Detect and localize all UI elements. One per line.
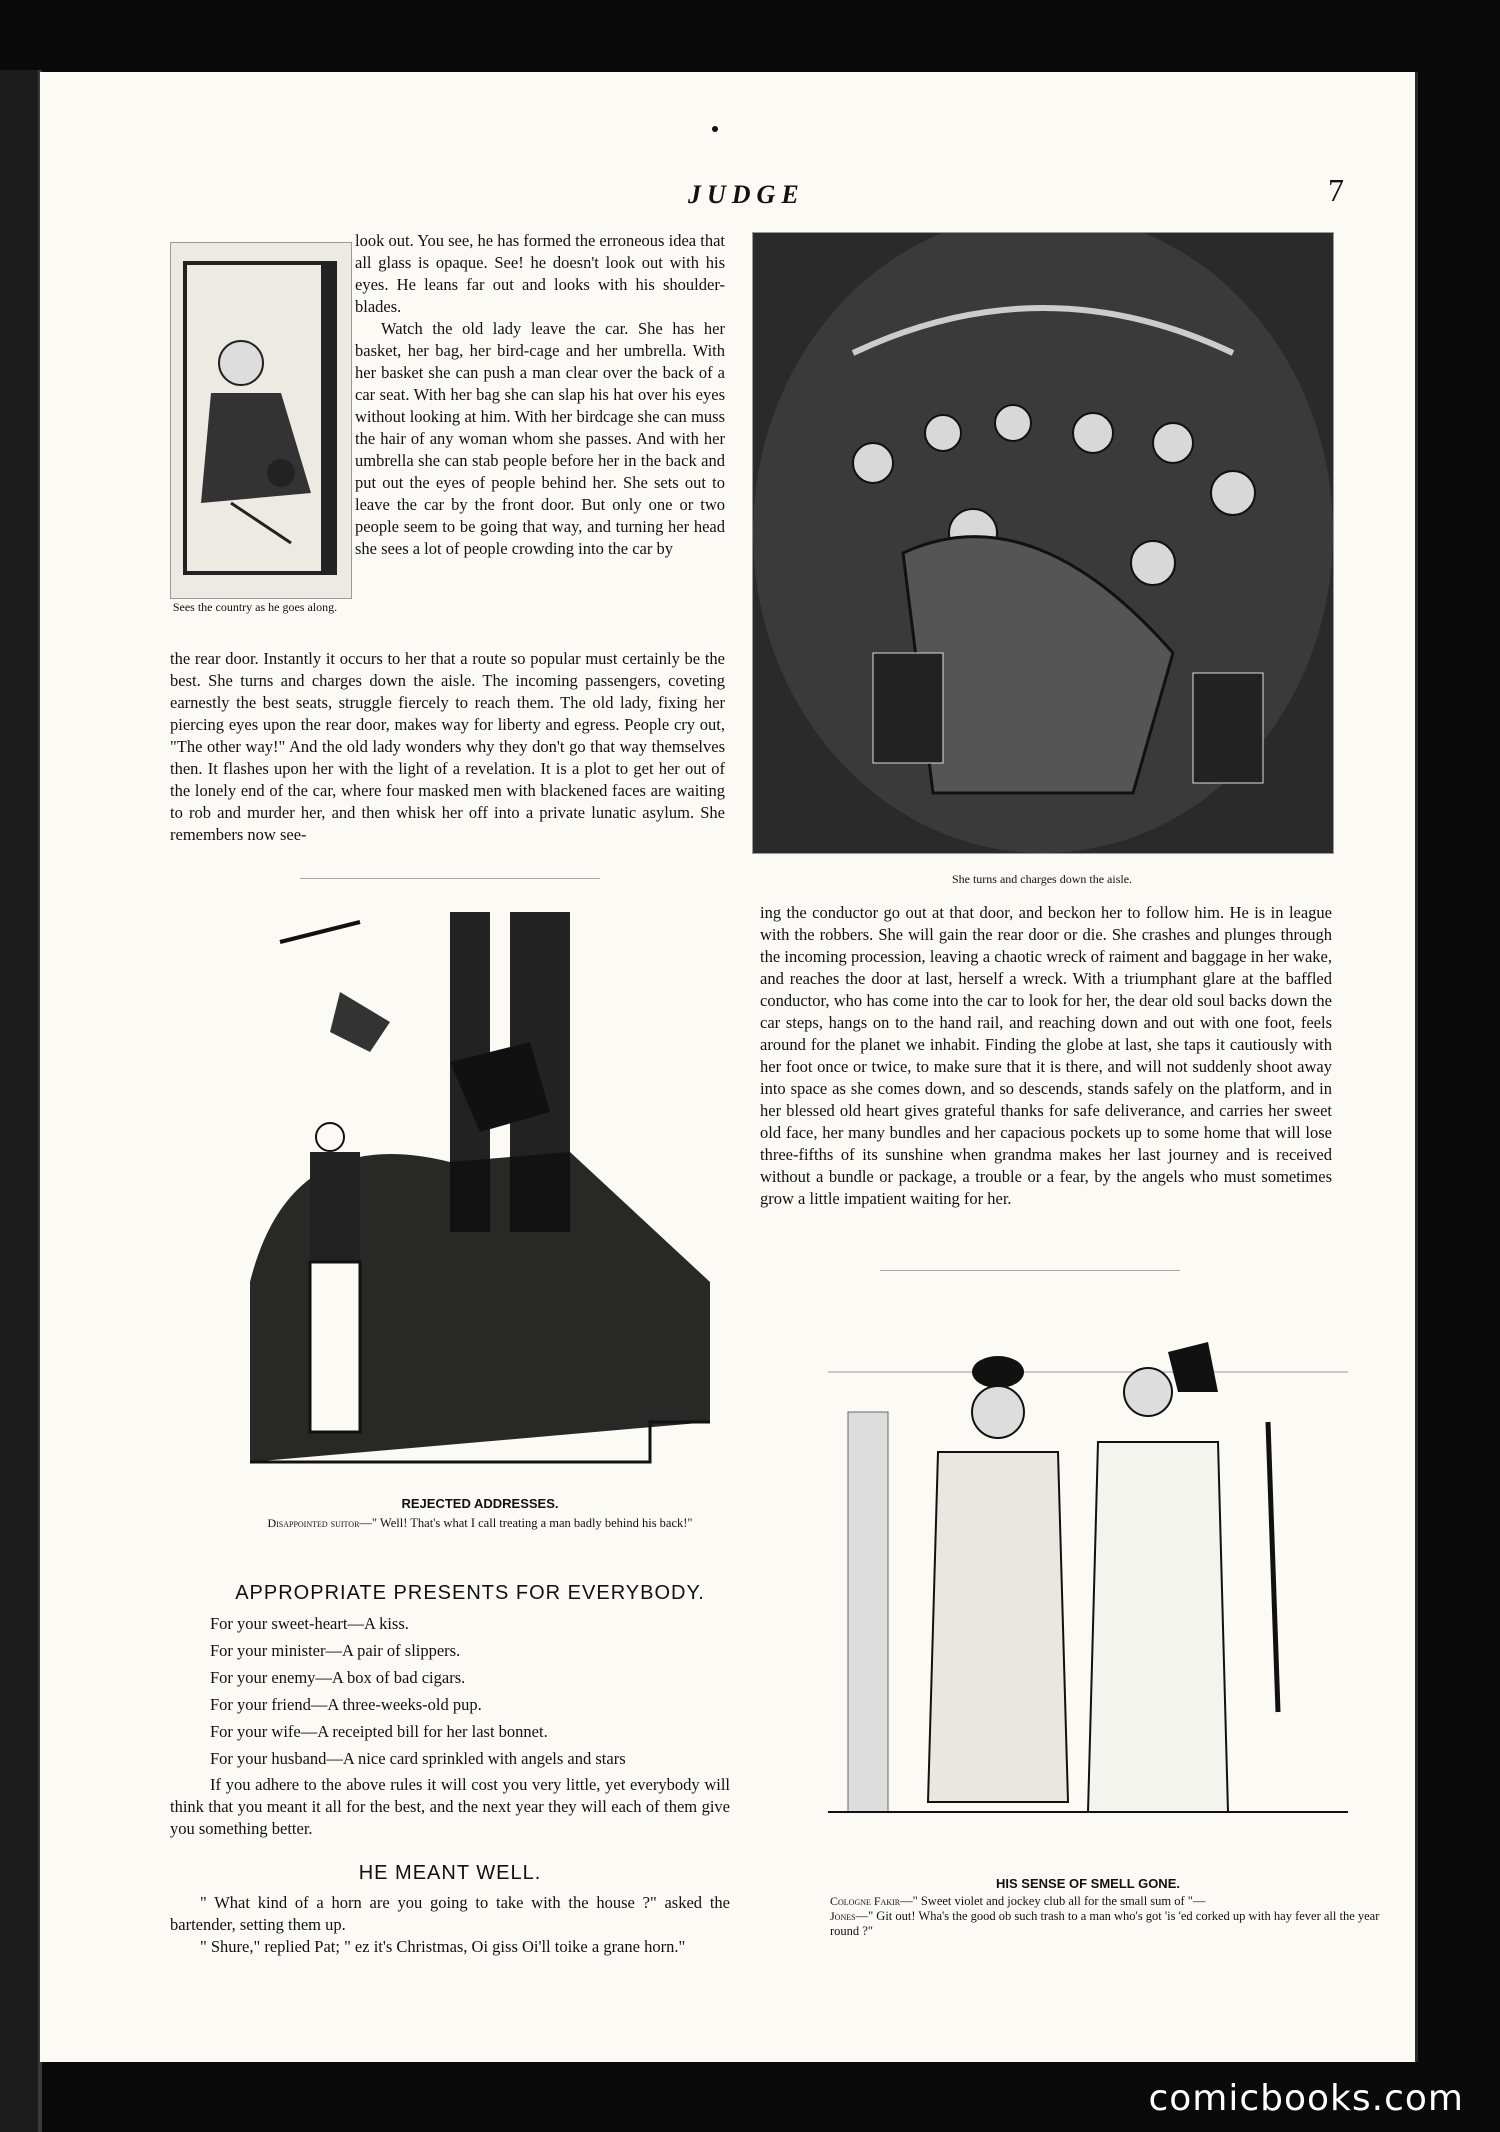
story-paragraph-2: Watch the old lady leave the car. She has her basket, her bag, her bird-cage and her umbrella. With her basket she can push a man clear over the back of a car seat. With her bag she can slap his hat over his eyes without looking at him. With her birdcage she can muss the hair of any woman whom she passes. And with her umbrella she can stab people before her in the back and put out the eyes of people behind her. She sets out to leave the car by the front door. But only one or two people seem to be going that way, and turning her head she sees a lot of people crowding into the car by bbox=[355, 319, 725, 558]
rejected-quote-text: —" Well! That's what I call treating a man badly behind his back!" bbox=[359, 1516, 693, 1530]
presents-item: For your enemy—A box of bad cigars. bbox=[210, 1668, 466, 1687]
divider-left bbox=[300, 878, 600, 879]
presents-item: For your husband—A nice card sprinkled with angels and stars bbox=[210, 1749, 626, 1768]
story-continuation: ing the conductor go out at that door, and beckon her to follow him. He is in league with the robbers. She will gain the rear door or die. She crashes and plunges through the incoming procession, leaving a chaotic wreck of raiment and baggage in her wake, and reaches the door at last, herself a wreck. With a triumphant glare at the baffled conductor, who has come into the car to look for her, the dear old soul backs down the car steps, hangs on to the hand rail, and reaching down and out with one foot, feels around for the planet we inhabit. Finding the globe at last, she taps it cautiously with her foot once or twice, to make sure that it is there, and will not suddenly shoot away into space as she comes down, and so descends, stands safely on the platform, and in her blessed old heart gives grateful thanks for safe deliverance, and carries her sweet old face, her many bundles and her capacious pockets up to some home that will lose three-fifths of its sunshine when grandma makes her last journey and is received without a bundle or package, a trouble or a fear, by the angels who must sometimes grow a little impatient waiting for her. bbox=[760, 903, 1332, 1208]
smell-line-2 bbox=[780, 1909, 1400, 1939]
smell-text-2: —" Git out! Wha's the good ob such trash to a man who's got 'is 'ed corked up with hay fever all the year round ?" bbox=[830, 1909, 1380, 1938]
window-man-illustration bbox=[170, 242, 352, 599]
print-speck bbox=[712, 126, 718, 132]
rejected-addresses-drawing bbox=[250, 902, 710, 1482]
window-man-caption: Sees the country as he goes along. bbox=[172, 600, 338, 614]
presents-item: For your sweet-heart—A kiss. bbox=[210, 1614, 409, 1633]
rejected-addresses-title: REJECTED ADDRESSES. bbox=[401, 1496, 559, 1511]
window-man-drawing bbox=[171, 243, 351, 598]
rejected-addresses-quote bbox=[180, 1516, 780, 1531]
divider-right bbox=[880, 1270, 1180, 1271]
page-number: 7 bbox=[1328, 172, 1344, 208]
rejected-speaker: Disappointed suitor bbox=[267, 1516, 360, 1530]
smell-gone-dialogue bbox=[780, 1894, 1400, 1939]
car-crowd-illustration bbox=[752, 232, 1334, 854]
smell-gone-title: HIS SENSE OF SMELL GONE. bbox=[996, 1876, 1180, 1891]
car-crowd-drawing bbox=[753, 233, 1333, 853]
story-opening: look out. You see, he has formed the erroneous idea that all glass is opaque. See! he doesn't look out with his eyes. He leans far out and looks with his shoulder-blades. bbox=[355, 231, 725, 316]
meant-well-paragraph-2: " Shure," replied Pat; " ez it's Christmas, Oi giss Oi'll toike a grane horn." bbox=[200, 1937, 686, 1956]
presents-item: For your wife—A receipted bill for her last bonnet. bbox=[210, 1722, 548, 1741]
smell-gone-illustration bbox=[828, 1332, 1348, 1862]
car-crowd-caption: She turns and charges down the aisle. bbox=[951, 872, 1133, 886]
smell-gone-drawing bbox=[828, 1332, 1348, 1862]
magazine-page bbox=[40, 72, 1418, 2062]
presents-list bbox=[210, 1610, 770, 1772]
story-paragraph-3: the rear door. Instantly it occurs to her that a route so popular must certainly be the best. She turns and charges down the aisle. The incoming passengers, coveting earnestly the best seats, struggle fiercely to reach them. The old lady, fixing her piercing eyes upon the rear door, makes way for liberty and egress. People cry out, "The other way!" And the old lady wonders why they don't go that way themselves then. It flashes upon her with the light of a revelation. It is a plot to get her out of the lonely end of the car, where four masked men with blackened faces are waiting to rob and murder her, and then whisk her off into a private lunatic asylum. She remembers now see- bbox=[170, 649, 725, 844]
presents-heading: APPROPRIATE PRESENTS FOR EVERYBODY. bbox=[235, 1582, 705, 1604]
smell-text-1: —" Sweet violet and jockey club all for the small sum of "— bbox=[900, 1894, 1206, 1908]
watermark: comicbooks.com bbox=[1148, 2078, 1464, 2119]
meant-well-heading: HE MEANT WELL. bbox=[358, 1862, 542, 1884]
running-title: JUDGE bbox=[688, 180, 805, 209]
presents-closing: If you adhere to the above rules it will cost you very little, yet everybody will think that you meant it all for the best, and the next year they will each of them give you something better. bbox=[170, 1775, 730, 1838]
smell-speaker-1: Cologne Fakir bbox=[830, 1894, 901, 1908]
book-spine bbox=[0, 70, 42, 2132]
smell-line-1 bbox=[780, 1894, 1400, 1909]
meant-well-paragraph-1: " What kind of a horn are you going to take with the house ?" asked the bartender, setting them up. bbox=[170, 1893, 730, 1934]
smell-speaker-2: Jones bbox=[830, 1909, 856, 1923]
rejected-addresses-illustration bbox=[250, 902, 710, 1482]
presents-item: For your minister—A pair of slippers. bbox=[210, 1641, 461, 1660]
presents-item: For your friend—A three-weeks-old pup. bbox=[210, 1695, 482, 1714]
